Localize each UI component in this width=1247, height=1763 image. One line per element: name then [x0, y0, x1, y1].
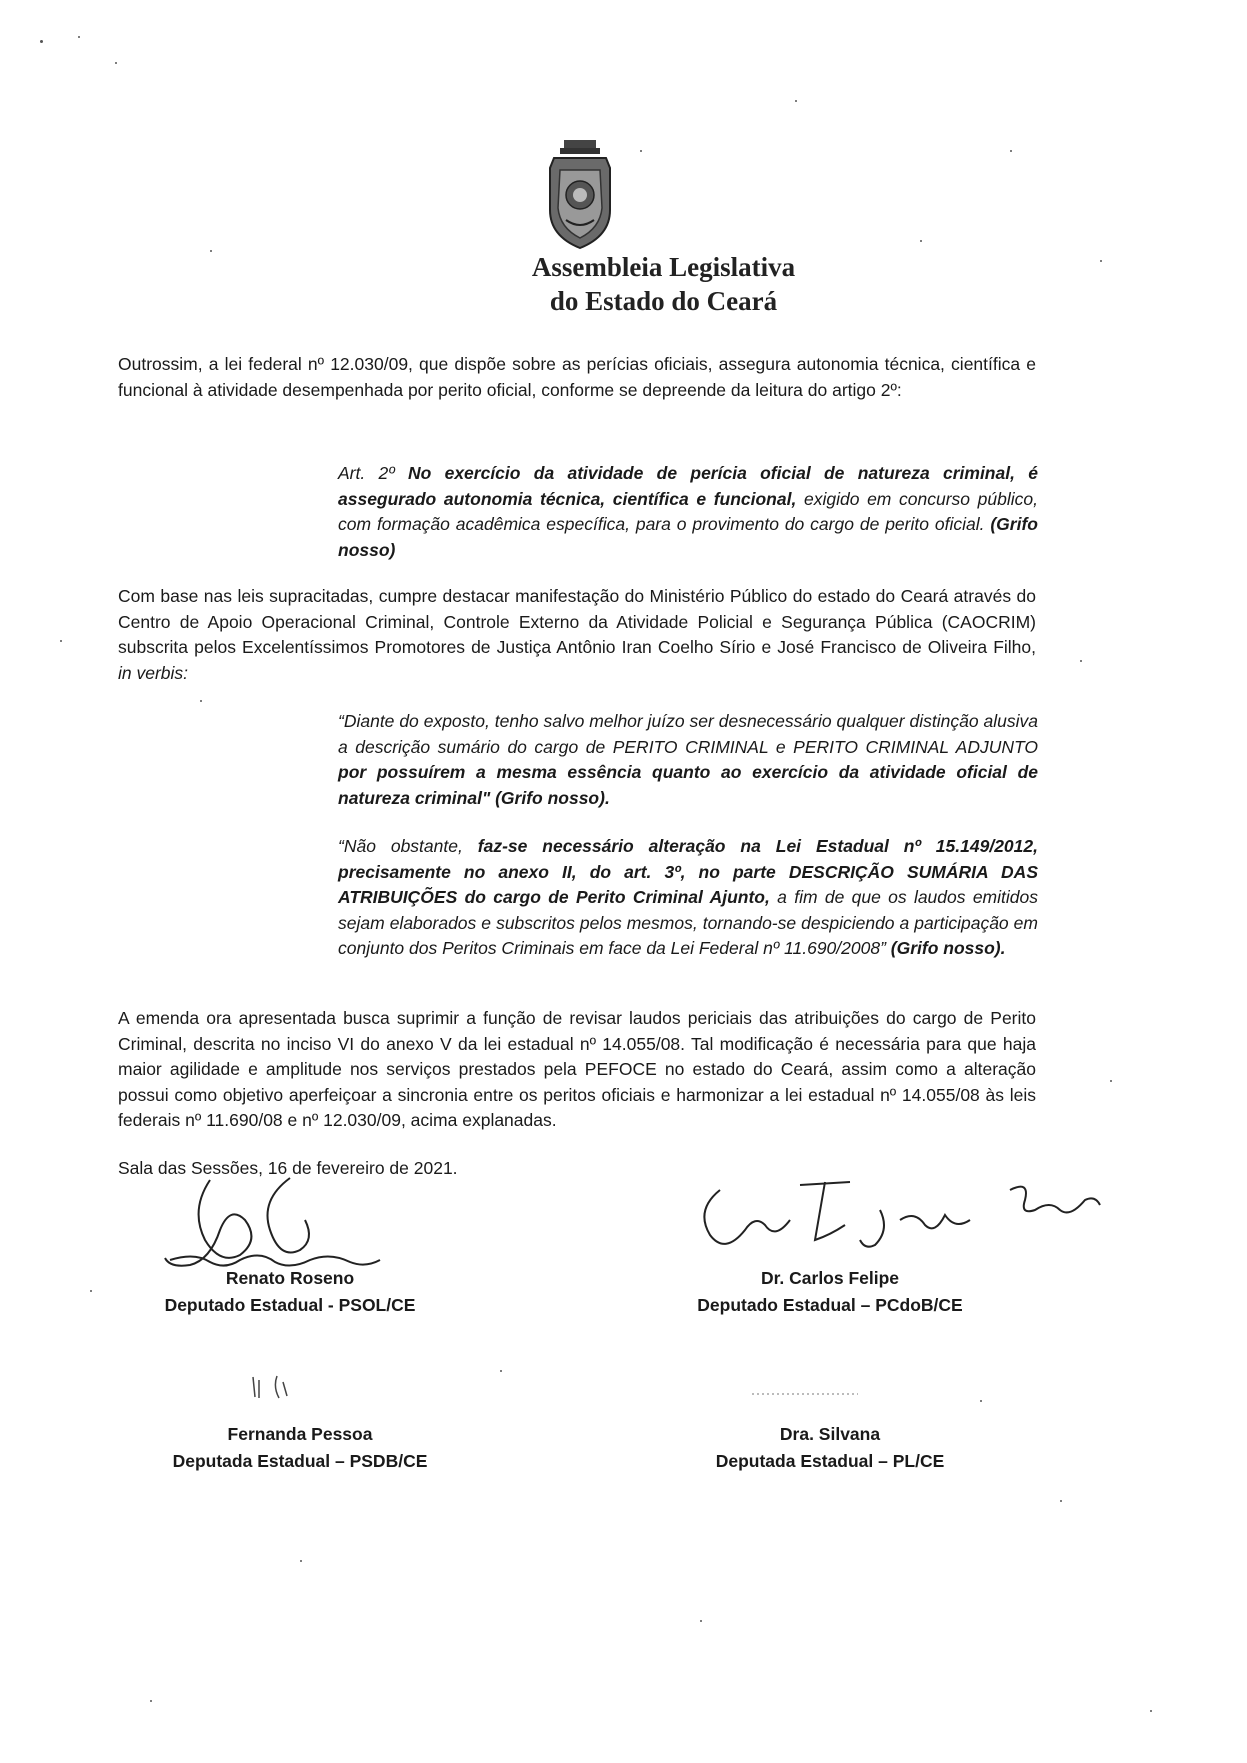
signatory-role-silvana: Deputada Estadual – PL/CE	[715, 1451, 945, 1471]
signature-mark-silvana	[750, 1388, 860, 1398]
header-title-line1: Assembleia Legislativa	[531, 252, 796, 282]
quote-nao-obstante-grifo: (Grifo nosso).	[890, 938, 1006, 958]
scan-speck	[60, 640, 62, 642]
scan-speck	[500, 1370, 502, 1372]
paragraph-ministerio-publico	[118, 584, 1036, 686]
in-verbis: in verbis:	[118, 662, 189, 683]
quote-art-2-lead: Art. 2º	[338, 463, 408, 483]
paragraph-emenda: A emenda ora apresentada busca suprimir a função de revisar laudos periciais das atribuições do cargo de Perito Criminal, descrita no inciso VI do anexo V da lei estadual nº 14.055/08. Tal modificação é necessária para que haja maior agilidade e amplitude nos serviços prestados pela PEFOCE no estado do Ceará, assim como a alteração possui como objetivo aperfeiçoar a sincronia entre os peritos oficiais e harmonizar a lei estadual nº 14.055/08 às leis federais nº 11.690/08 e nº 12.030/09, acima explanadas.	[118, 1008, 1036, 1130]
scan-speck	[300, 1560, 302, 1562]
signatory-name-silvana: Dra. Silvana	[779, 1424, 881, 1444]
quote-nao-obstante-bold: faz-se necessário alteração na Lei Estadual nº 15.149/2012, precisamente no anexo II, do art. 3º, no parte DESCRIÇÃO SUMÁRIA DAS ATRIBUIÇÕES do cargo de Perito Criminal Ajunto,	[338, 836, 1038, 907]
scan-speck	[795, 100, 797, 102]
quote-art-2-bold: No exercício da atividade de perícia oficial de natureza criminal, é assegurado autonomia técnica, científica e funcional,	[338, 463, 1038, 509]
quote-nao-obstante-rest: a fim de que os laudos emitidos sejam elaborados e subscritos pelos mesmos, tornando-se despiciendo a participação em conjunto dos Peritos Criminais em face da Lei Federal nº 11.690/2008”	[338, 887, 1038, 958]
quote-nao-obstante	[338, 834, 1038, 962]
scan-speck	[1080, 660, 1082, 662]
session-date: Sala das Sessões, 16 de fevereiro de 2021.	[118, 1158, 458, 1178]
scan-speck	[115, 62, 117, 64]
scan-speck	[78, 36, 80, 38]
scan-speck	[210, 250, 212, 252]
scan-speck	[980, 1400, 982, 1402]
signatory-name-carlos: Dr. Carlos Felipe	[760, 1268, 900, 1288]
signature-renato-roseno	[150, 1170, 410, 1280]
quote-diante-do-exposto	[338, 709, 1038, 811]
quote-art-2	[338, 461, 1038, 563]
quote-art-2-grifo: (Grifo nosso)	[338, 514, 1038, 560]
quote-art-2-rest: exigido em concurso público, com formação acadêmica específica, para o provimento do cargo de perito oficial.	[338, 488, 1038, 534]
scan-speck	[1060, 1500, 1062, 1502]
paragraph-ministerio-publico-text: Com base nas leis supracitadas, cumpre destacar manifestação do Ministério Público do estado do Ceará através do Centro de Apoio Operacional Criminal, Controle Externo da Atividade Policial e Segurança Pública (CAOCRIM) subscrita pelos Excelentíssimos Promotores de Justiça Antônio Iran Coelho Sírio e José Francisco de Oliveira Filho,	[118, 586, 1036, 657]
ceara-coat-of-arms-seal	[540, 140, 620, 250]
signatory-role-carlos: Deputado Estadual – PCdoB/CE	[697, 1295, 963, 1315]
scan-speck	[920, 240, 922, 242]
scan-speck	[700, 1620, 702, 1622]
quote-diante-bold: por possuírem a mesma essência quanto ao exercício da atividade oficial de natureza criminal" (Grifo nosso).	[338, 762, 1038, 808]
signature-mark-fernanda	[245, 1372, 305, 1402]
quote-diante-normal: “Diante do exposto, tenho salvo melhor juízo ser desnecessário qualquer distinção alusiva a descrição sumário do cargo de PERITO CRIMINAL e PERITO CRIMINAL ADJUNTO	[338, 711, 1038, 757]
signatory-name-renato: Renato Roseno	[225, 1268, 355, 1288]
signatory-name-fernanda: Fernanda Pessoa	[227, 1424, 373, 1444]
signatory-role-renato: Deputado Estadual - PSOL/CE	[164, 1295, 416, 1315]
header-title-line2: do Estado do Ceará	[549, 286, 778, 316]
scan-speck	[40, 40, 43, 43]
quote-nao-obstante-open: “Não obstante,	[338, 836, 478, 856]
signature-carlos-felipe	[690, 1170, 1110, 1260]
scan-speck	[1100, 260, 1102, 262]
scan-speck	[640, 150, 642, 152]
signatory-role-fernanda: Deputada Estadual – PSDB/CE	[172, 1451, 428, 1471]
scan-speck	[200, 700, 202, 702]
scan-speck	[150, 1700, 152, 1702]
scan-speck	[1110, 1080, 1112, 1082]
scan-speck	[1150, 1710, 1152, 1712]
scan-speck	[1010, 150, 1012, 152]
paragraph-lei-12030: Outrossim, a lei federal nº 12.030/09, que dispõe sobre as perícias oficiais, assegura autonomia técnica, científica e funcional à atividade desempenhada por perito oficial, conforme se depreende da leitura do artigo 2º:	[118, 354, 1036, 400]
scan-speck	[90, 1290, 92, 1292]
